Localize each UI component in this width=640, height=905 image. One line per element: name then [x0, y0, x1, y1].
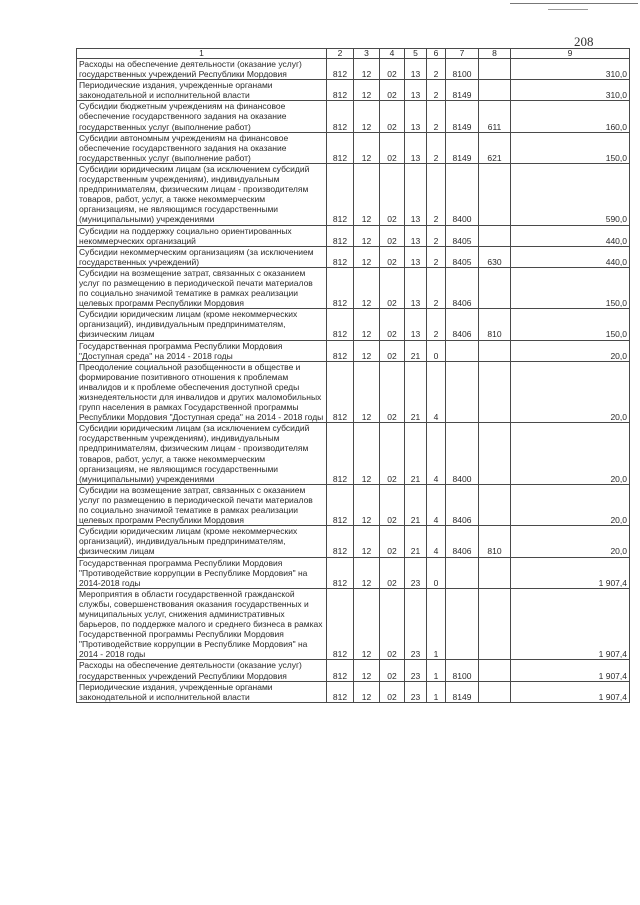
cell-col-4: 02 [380, 423, 405, 485]
cell-col-8 [479, 423, 511, 485]
cell-col-2: 812 [327, 526, 354, 557]
cell-col-2: 812 [327, 163, 354, 225]
cell-col-8 [479, 484, 511, 525]
cell-col-4: 02 [380, 526, 405, 557]
cell-col-5: 13 [405, 101, 427, 132]
table-row [77, 225, 630, 246]
cell-col-4: 02 [380, 163, 405, 225]
cell-col-7 [446, 340, 479, 361]
cell-col-7: 8400 [446, 163, 479, 225]
cell-description: Субсидии на возмещение затрат, связанных с оказанием услуг по размещению в периодической печати материалов по социально значимой тематике в рамках реализации целевых программ Республики Мордовия [77, 267, 327, 308]
cell-col-3: 12 [354, 588, 380, 660]
cell-col-5: 21 [405, 526, 427, 557]
cell-description: Субсидии на поддержку социально ориентированных некоммерческих организаций [77, 225, 327, 246]
table-row [77, 101, 630, 132]
cell-col-6: 2 [427, 163, 446, 225]
cell-col-4: 02 [380, 267, 405, 308]
cell-col-2: 812 [327, 101, 354, 132]
cell-col-8 [479, 660, 511, 681]
cell-description: Субсидии юридическим лицам (кроме некоммерческих организаций), индивидуальным предпринимателям, физическим лицам [77, 526, 327, 557]
cell-col-2: 812 [327, 681, 354, 702]
cell-col-4: 02 [380, 59, 405, 80]
cell-amount: 1 907,4 [511, 660, 630, 681]
cell-col-4: 02 [380, 101, 405, 132]
cell-description: Субсидии юридическим лицам (за исключением субсидий государственным учреждениям), индивидуальным предпринимателям, физическим лицам - производителям товаров, работ, услуг, а также некоммерческим организациям, не являющимся государственными (муниципальными) учреждениями [77, 423, 327, 485]
cell-col-8 [479, 557, 511, 588]
cell-col-8 [479, 361, 511, 423]
cell-col-2: 812 [327, 588, 354, 660]
table-row [77, 267, 630, 308]
cell-col-6: 2 [427, 132, 446, 163]
cell-col-5: 23 [405, 557, 427, 588]
cell-col-3: 12 [354, 361, 380, 423]
cell-amount: 150,0 [511, 132, 630, 163]
cell-col-6: 2 [427, 59, 446, 80]
cell-description: Субсидии бюджетным учреждениям на финансовое обеспечение государственного задания на оказание государственных услуг (выполнение работ) [77, 101, 327, 132]
cell-col-4: 02 [380, 660, 405, 681]
cell-col-6: 1 [427, 660, 446, 681]
table-row [77, 309, 630, 340]
header-row [77, 49, 630, 59]
cell-col-3: 12 [354, 526, 380, 557]
cell-col-5: 13 [405, 80, 427, 101]
cell-amount: 20,0 [511, 361, 630, 423]
table-row [77, 557, 630, 588]
cell-description: Субсидии автономным учреждениям на финансовое обеспечение государственного задания на оказание государственных услуг (выполнение работ) [77, 132, 327, 163]
cell-col-2: 812 [327, 80, 354, 101]
cell-col-5: 13 [405, 132, 427, 163]
header-col-2: 2 [327, 49, 354, 59]
header-col-3: 3 [354, 49, 380, 59]
cell-col-7: 8406 [446, 309, 479, 340]
cell-col-7: 8406 [446, 267, 479, 308]
cell-col-2: 812 [327, 246, 354, 267]
cell-col-2: 812 [327, 340, 354, 361]
table-row [77, 588, 630, 660]
header-col-5: 5 [405, 49, 427, 59]
table-row [77, 361, 630, 423]
cell-col-2: 812 [327, 132, 354, 163]
cell-col-4: 02 [380, 557, 405, 588]
table-row [77, 484, 630, 525]
cell-col-7: 8400 [446, 423, 479, 485]
cell-col-7 [446, 557, 479, 588]
cell-description: Периодические издания, учрежденные органами законодательной и исполнительной власти [77, 80, 327, 101]
cell-col-7: 8406 [446, 484, 479, 525]
cell-col-6: 2 [427, 246, 446, 267]
cell-col-8 [479, 80, 511, 101]
table-row [77, 423, 630, 485]
cell-col-8 [479, 681, 511, 702]
top-edge-mark [548, 9, 588, 10]
cell-col-4: 02 [380, 246, 405, 267]
cell-col-5: 21 [405, 361, 427, 423]
table-body [77, 59, 630, 703]
cell-col-5: 21 [405, 340, 427, 361]
cell-col-7: 8149 [446, 101, 479, 132]
cell-description: Расходы на обеспечение деятельности (оказание услуг) государственных учреждений Республики Мордовия [77, 59, 327, 80]
cell-amount: 20,0 [511, 423, 630, 485]
cell-col-4: 02 [380, 484, 405, 525]
cell-col-4: 02 [380, 132, 405, 163]
cell-col-5: 13 [405, 309, 427, 340]
cell-amount: 1 907,4 [511, 681, 630, 702]
cell-col-7 [446, 361, 479, 423]
cell-description: Субсидии юридическим лицам (за исключением субсидий государственным учреждениям), индивидуальным предпринимателям, физическим лицам - производителям товаров, работ, услуг, а также некоммерческим организациям, не являющимся государственными (муниципальными) учреждениями [77, 163, 327, 225]
cell-col-6: 4 [427, 484, 446, 525]
cell-col-8: 611 [479, 101, 511, 132]
cell-col-8 [479, 588, 511, 660]
cell-col-3: 12 [354, 340, 380, 361]
cell-col-4: 02 [380, 80, 405, 101]
cell-amount: 20,0 [511, 526, 630, 557]
cell-col-2: 812 [327, 484, 354, 525]
cell-amount: 160,0 [511, 101, 630, 132]
budget-table [76, 48, 630, 703]
cell-amount: 20,0 [511, 340, 630, 361]
cell-description: Субсидии некоммерческим организациям (за исключением государственных учреждений) [77, 246, 327, 267]
cell-col-5: 13 [405, 267, 427, 308]
table-row [77, 59, 630, 80]
cell-col-8: 630 [479, 246, 511, 267]
cell-col-7: 8149 [446, 80, 479, 101]
cell-col-5: 23 [405, 660, 427, 681]
cell-col-4: 02 [380, 588, 405, 660]
cell-col-3: 12 [354, 225, 380, 246]
cell-col-3: 12 [354, 484, 380, 525]
cell-amount: 310,0 [511, 80, 630, 101]
cell-col-5: 13 [405, 225, 427, 246]
table-row [77, 80, 630, 101]
cell-col-6: 0 [427, 340, 446, 361]
cell-col-3: 12 [354, 423, 380, 485]
header-col-4: 4 [380, 49, 405, 59]
cell-col-8 [479, 59, 511, 80]
cell-col-5: 23 [405, 588, 427, 660]
cell-col-6: 4 [427, 361, 446, 423]
cell-col-3: 12 [354, 101, 380, 132]
cell-col-5: 21 [405, 423, 427, 485]
cell-col-7: 8405 [446, 246, 479, 267]
cell-col-3: 12 [354, 246, 380, 267]
table-row [77, 660, 630, 681]
cell-col-7: 8406 [446, 526, 479, 557]
cell-col-6: 2 [427, 101, 446, 132]
cell-amount: 1 907,4 [511, 588, 630, 660]
cell-amount: 150,0 [511, 309, 630, 340]
cell-col-8 [479, 267, 511, 308]
cell-col-3: 12 [354, 59, 380, 80]
header-col-7: 7 [446, 49, 479, 59]
cell-col-8 [479, 340, 511, 361]
cell-col-6: 1 [427, 588, 446, 660]
cell-amount: 1 907,4 [511, 557, 630, 588]
table-row [77, 132, 630, 163]
cell-col-2: 812 [327, 59, 354, 80]
header-col-description: 1 [77, 49, 327, 59]
cell-col-7: 8100 [446, 59, 479, 80]
table-row [77, 163, 630, 225]
cell-col-6: 0 [427, 557, 446, 588]
cell-amount: 310,0 [511, 59, 630, 80]
cell-description: Субсидии на возмещение затрат, связанных с оказанием услуг по размещению в периодической печати материалов по социально значимой тематике в рамках реализации целевых программ Республики Мордовия [77, 484, 327, 525]
cell-col-6: 2 [427, 225, 446, 246]
cell-col-3: 12 [354, 309, 380, 340]
cell-col-6: 1 [427, 681, 446, 702]
cell-description: Периодические издания, учрежденные органами законодательной и исполнительной власти [77, 681, 327, 702]
cell-col-5: 13 [405, 163, 427, 225]
table-row [77, 681, 630, 702]
cell-col-3: 12 [354, 132, 380, 163]
cell-amount: 440,0 [511, 246, 630, 267]
cell-col-3: 12 [354, 80, 380, 101]
cell-col-7: 8100 [446, 660, 479, 681]
cell-col-8 [479, 163, 511, 225]
cell-col-4: 02 [380, 340, 405, 361]
top-edge-rule [510, 3, 638, 4]
cell-amount: 20,0 [511, 484, 630, 525]
page-number: 208 [574, 34, 594, 49]
cell-col-2: 812 [327, 660, 354, 681]
table-header [77, 49, 630, 59]
cell-col-8 [479, 225, 511, 246]
cell-col-3: 12 [354, 163, 380, 225]
cell-col-6: 2 [427, 267, 446, 308]
cell-col-8: 621 [479, 132, 511, 163]
cell-col-7: 8149 [446, 681, 479, 702]
table-row [77, 526, 630, 557]
cell-col-5: 21 [405, 484, 427, 525]
cell-description: Расходы на обеспечение деятельности (оказание услуг) государственных учреждений Республики Мордовия [77, 660, 327, 681]
cell-col-2: 812 [327, 309, 354, 340]
cell-col-6: 2 [427, 80, 446, 101]
cell-col-7: 8405 [446, 225, 479, 246]
header-col-8: 8 [479, 49, 511, 59]
table-row [77, 340, 630, 361]
cell-col-3: 12 [354, 557, 380, 588]
cell-col-6: 4 [427, 526, 446, 557]
cell-col-3: 12 [354, 660, 380, 681]
cell-col-7: 8149 [446, 132, 479, 163]
cell-amount: 440,0 [511, 225, 630, 246]
cell-amount: 590,0 [511, 163, 630, 225]
cell-col-4: 02 [380, 681, 405, 702]
cell-col-6: 4 [427, 423, 446, 485]
cell-description: Государственная программа Республики Мордовия "Доступная среда" на 2014 - 2018 годы [77, 340, 327, 361]
cell-col-4: 02 [380, 361, 405, 423]
cell-col-5: 13 [405, 246, 427, 267]
cell-col-5: 13 [405, 59, 427, 80]
cell-col-3: 12 [354, 681, 380, 702]
cell-col-3: 12 [354, 267, 380, 308]
cell-description: Субсидии юридическим лицам (кроме некоммерческих организаций), индивидуальным предпринимателям, физическим лицам [77, 309, 327, 340]
cell-col-8: 810 [479, 526, 511, 557]
cell-col-8: 810 [479, 309, 511, 340]
table-row [77, 246, 630, 267]
cell-col-5: 23 [405, 681, 427, 702]
cell-col-4: 02 [380, 225, 405, 246]
cell-col-2: 812 [327, 423, 354, 485]
cell-col-2: 812 [327, 361, 354, 423]
cell-col-6: 2 [427, 309, 446, 340]
cell-col-2: 812 [327, 267, 354, 308]
cell-col-2: 812 [327, 225, 354, 246]
cell-description: Государственная программа Республики Мордовия "Противодействие коррупции в Республике Мордовия" на 2014-2018 годы [77, 557, 327, 588]
cell-col-7 [446, 588, 479, 660]
header-col-6: 6 [427, 49, 446, 59]
cell-description: Преодоление социальной разобщенности в обществе и формирование позитивного отношения к проблемам инвалидов и к проблеме обеспечения доступной среды жизнедеятельности для инвалидов и других маломобильных групп населения в рамках Государственной программы Республики Мордовия "Доступная среда" на 2014 - 2018 годы [77, 361, 327, 423]
cell-col-4: 02 [380, 309, 405, 340]
cell-description: Мероприятия в области государственной гражданской службы, совершенствования оказания государственных и муниципальных услуг, снижения административных барьеров, по поддержке малого и среднего бизнеса в рамках Государственной программы Республики Мордовия "Противодействие коррупции в Республике Мордовия" на 2014 - 2018 годы [77, 588, 327, 660]
header-col-amount: 9 [511, 49, 630, 59]
cell-amount: 150,0 [511, 267, 630, 308]
cell-col-2: 812 [327, 557, 354, 588]
